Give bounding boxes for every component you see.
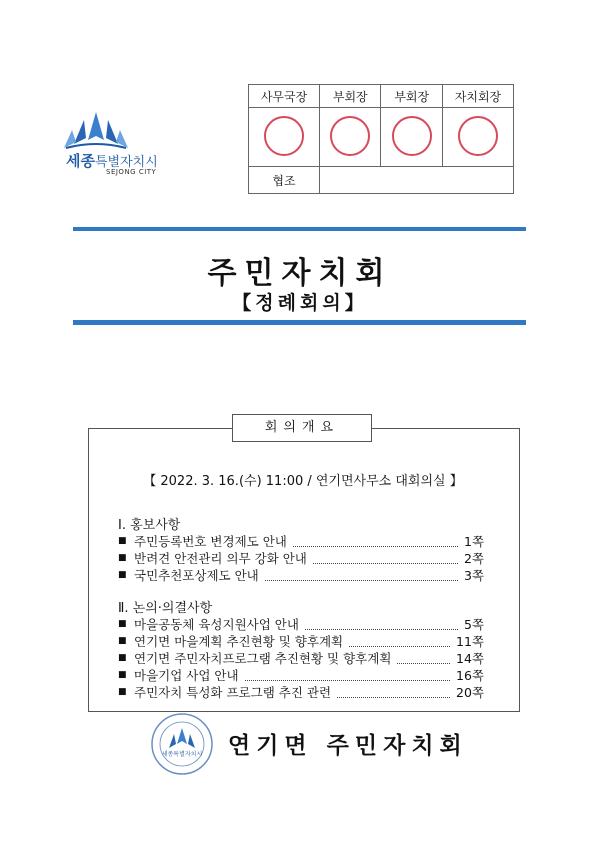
page-number: 2쪽 <box>463 551 484 566</box>
meeting-info: 【 2022. 3. 16.(수) 11:00 / 연기면사무소 대회의실 】 <box>143 474 463 489</box>
approval-header-chair: 자치회장 <box>442 85 513 108</box>
agenda-label: 회의개요 <box>232 414 372 442</box>
page-number: 16쪽 <box>456 668 484 683</box>
sejong-emblem-icon <box>64 110 128 150</box>
agenda-item: ■ 마을기업 사업 안내 16쪽 <box>118 668 484 683</box>
logo-text: 세종특별자치시 <box>66 152 158 170</box>
page-number: 20쪽 <box>456 685 484 700</box>
top-divider <box>73 227 526 231</box>
section-heading-2: Ⅱ. 논의·의결사항 <box>118 601 213 616</box>
approval-header-vice-chair-2: 부회장 <box>381 85 442 108</box>
signature-stamp <box>458 116 498 156</box>
bullet-icon: ■ <box>118 687 127 697</box>
bullet-icon: ■ <box>118 536 127 546</box>
cooperation-field <box>320 167 514 194</box>
bullet-icon: ■ <box>118 653 127 663</box>
page-number: 11쪽 <box>456 634 484 649</box>
approval-table <box>248 84 514 194</box>
seal-text: 세종특별자치시 <box>161 751 203 758</box>
agenda-item: ■ 주민자치 특성화 프로그램 추진 관련 20쪽 <box>118 685 484 700</box>
signature-stamp <box>392 116 432 156</box>
page-number: 3쪽 <box>463 568 484 583</box>
document-subtitle: 【정례회의】 <box>232 292 368 314</box>
agenda-item: ■ 국민추천포상제도 안내 3쪽 <box>118 568 484 583</box>
bottom-divider <box>73 320 526 325</box>
bullet-icon: ■ <box>118 619 127 629</box>
sejong-logo <box>60 110 180 180</box>
bullet-icon: ■ <box>118 553 127 563</box>
agenda-item: ■ 마을공동체 육성지원사업 안내 5쪽 <box>118 617 484 632</box>
bullet-icon: ■ <box>118 570 127 580</box>
section-heading-1: Ⅰ. 홍보사항 <box>118 518 181 533</box>
logo-english: SEJONG CITY <box>106 168 157 176</box>
page-number: 1쪽 <box>463 534 484 549</box>
approval-header-vice-chair-1: 부회장 <box>320 85 381 108</box>
document-title: 주민자치회 <box>207 256 393 291</box>
approval-header-secretary: 사무국장 <box>249 85 320 108</box>
signature-stamp <box>330 116 370 156</box>
agenda-item: ■ 주민등록번호 변경제도 안내 1쪽 <box>118 534 484 549</box>
signature-stamp <box>264 116 304 156</box>
agenda-item: ■ 연기면 마을계획 추진현황 및 향후계획 11쪽 <box>118 634 484 649</box>
footer-organization: 연기면 주민자치회 <box>228 733 468 759</box>
page-number: 5쪽 <box>463 617 484 632</box>
page-number: 14쪽 <box>456 651 484 666</box>
agenda-item: ■ 연기면 주민자치프로그램 추진현황 및 향후계획 14쪽 <box>118 651 484 666</box>
official-seal-icon <box>150 712 214 776</box>
agenda-item: ■ 반려견 안전관리 의무 강화 안내 2쪽 <box>118 551 484 566</box>
bullet-icon: ■ <box>118 670 127 680</box>
bullet-icon: ■ <box>118 636 127 646</box>
cooperation-label: 협조 <box>249 167 320 194</box>
